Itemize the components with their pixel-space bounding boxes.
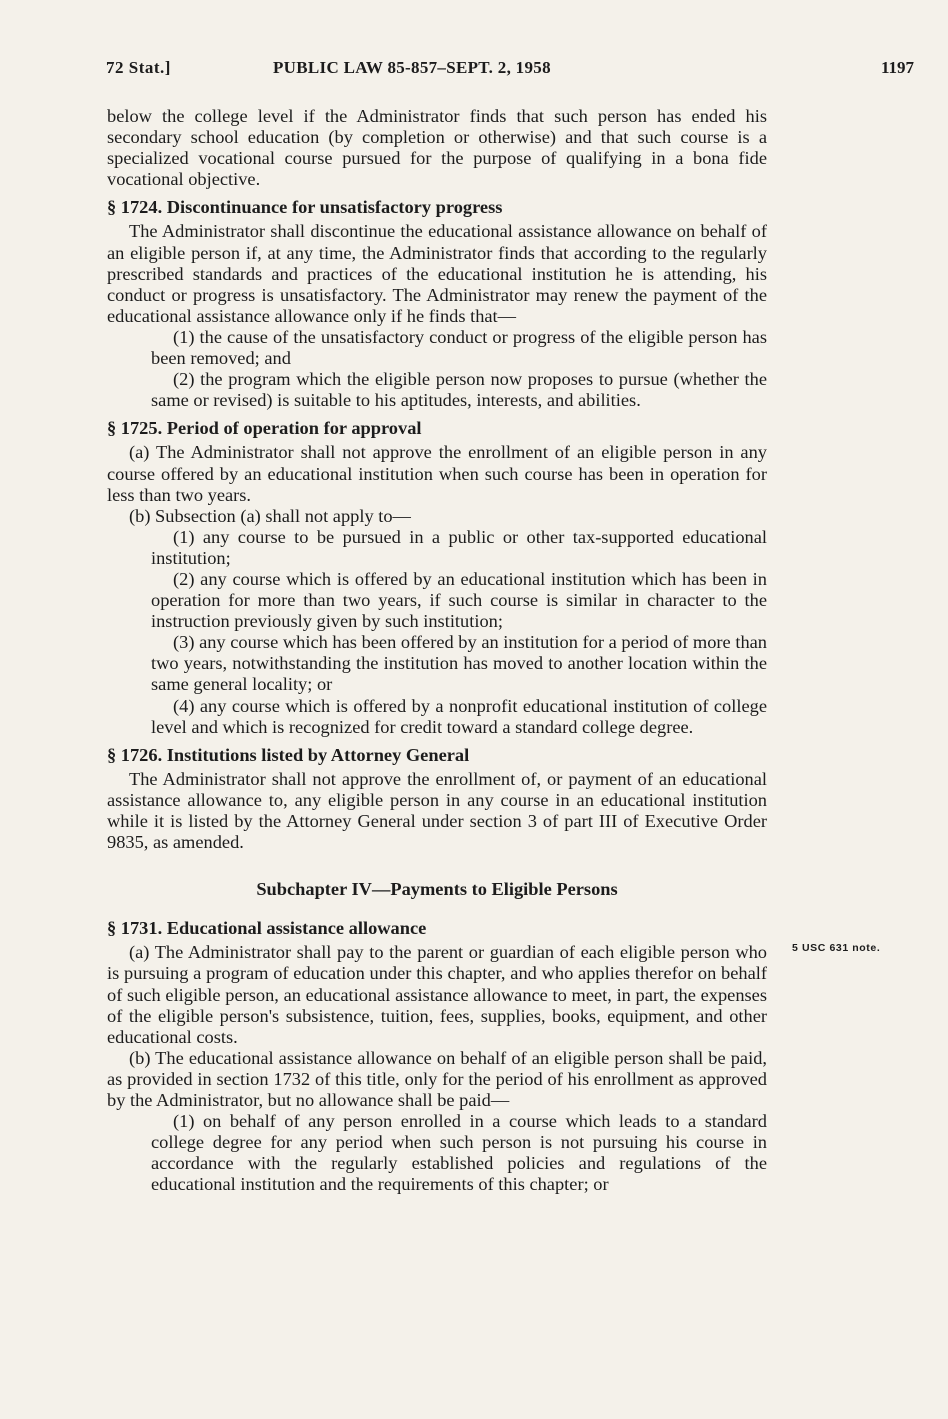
- running-header: [106, 58, 914, 82]
- section-1725-heading: § 1725. Period of operation for approval: [107, 418, 422, 439]
- subchapter-heading: Subchapter IV—Payments to Eligible Persons: [256, 879, 618, 900]
- public-law-title: PUBLIC LAW 85-857–SEPT. 2, 1958: [273, 58, 551, 77]
- section-1731-subsection-b: (b) The educational assistance allowance on behalf of an eligible person shall be paid, as provided in section 1732 of this title, only for the period of his enrollment as approved by the Administrator, but no allowance shall be paid—: [107, 1047, 767, 1111]
- page-number: 1197: [880, 58, 914, 77]
- section-1724-item-1: (1) the cause of the unsatisfactory conduct or progress of the eligible person has been removed; and: [151, 326, 767, 369]
- section-1725-subsection-a: (a) The Administrator shall not approve the enrollment of an eligible person in any course offered by an educational institution when such course has been in operation for less than two years.: [107, 442, 767, 505]
- margin-citation-note: 5 USC 631 note.: [792, 942, 881, 954]
- section-1731-item-1: (1) on behalf of any person enrolled in a course which leads to a standard college degree for any period when such person is not pursuing his course in accordance with the regularly established policies and regulations of the educational institution and the requirements of this chapter; or: [151, 1111, 767, 1195]
- section-1725-item-3: (3) any course which has been offered by an institution for a period of more than two years, notwithstanding the institution has moved to another location within the same general locality; or: [151, 632, 767, 695]
- section-1724-item-2: (2) the program which the eligible person now proposes to pursue (whether the same or revised) is suitable to his aptitudes, interests, and abilities.: [151, 369, 767, 411]
- section-1725-item-4: (4) any course which is offered by a nonprofit educational institution of college level and which is recognized for credit toward a standard college degree.: [151, 695, 767, 737]
- section-1726-heading: § 1726. Institutions listed by Attorney General: [107, 744, 470, 765]
- continuation-paragraph: below the college level if the Administrator finds that such person has ended his secondary school education (by completion or otherwise) and that such course is a specialized vocational course pursued for the purpose of qualifying in a bona fide vocational objective.: [107, 106, 767, 190]
- page-body: [107, 106, 767, 1196]
- section-1725-subsection-b: (b) Subsection (a) shall not apply to—: [129, 505, 411, 526]
- section-1725-item-2: (2) any course which is offered by an educational institution which has been in operation for more than two years, if such course is similar in character to the instruction previously given by such institution;: [151, 568, 767, 632]
- section-1726-paragraph: The Administrator shall not approve the enrollment of, or payment of an educational assistance allowance to, any eligible person in any course in an educational institution while it is listed by the Attorney General under section 3 of part III of Executive Order 9835, as amended.: [107, 768, 767, 853]
- section-1724-paragraph: The Administrator shall discontinue the educational assistance allowance on behalf of an eligible person if, at any time, the Administrator finds that according to the regularly prescribed standards and practices of the educational institution he is attending, his conduct or progress is unsatisfactory. The Administrator may renew the payment of the educational assistance allowance only if he finds that—: [107, 221, 767, 326]
- section-1731-subsection-a: (a) The Administrator shall pay to the parent or guardian of each eligible person who is pursuing a program of education under this chapter, and who applies therefor on behalf of such eligible person, an educational assistance allowance to meet, in part, the expenses of the eligible person's subsistence, tuition, fees, supplies, books, equipment, and other educational costs.: [107, 942, 767, 1047]
- statute-reference: 72 Stat.]: [106, 58, 171, 77]
- section-1725-item-1: (1) any course to be pursued in a public or other tax-supported educational institution;: [151, 526, 767, 568]
- section-1731-heading: § 1731. Educational assistance allowance: [107, 918, 427, 939]
- section-1724-heading: § 1724. Discontinuance for unsatisfactory progress: [107, 197, 503, 218]
